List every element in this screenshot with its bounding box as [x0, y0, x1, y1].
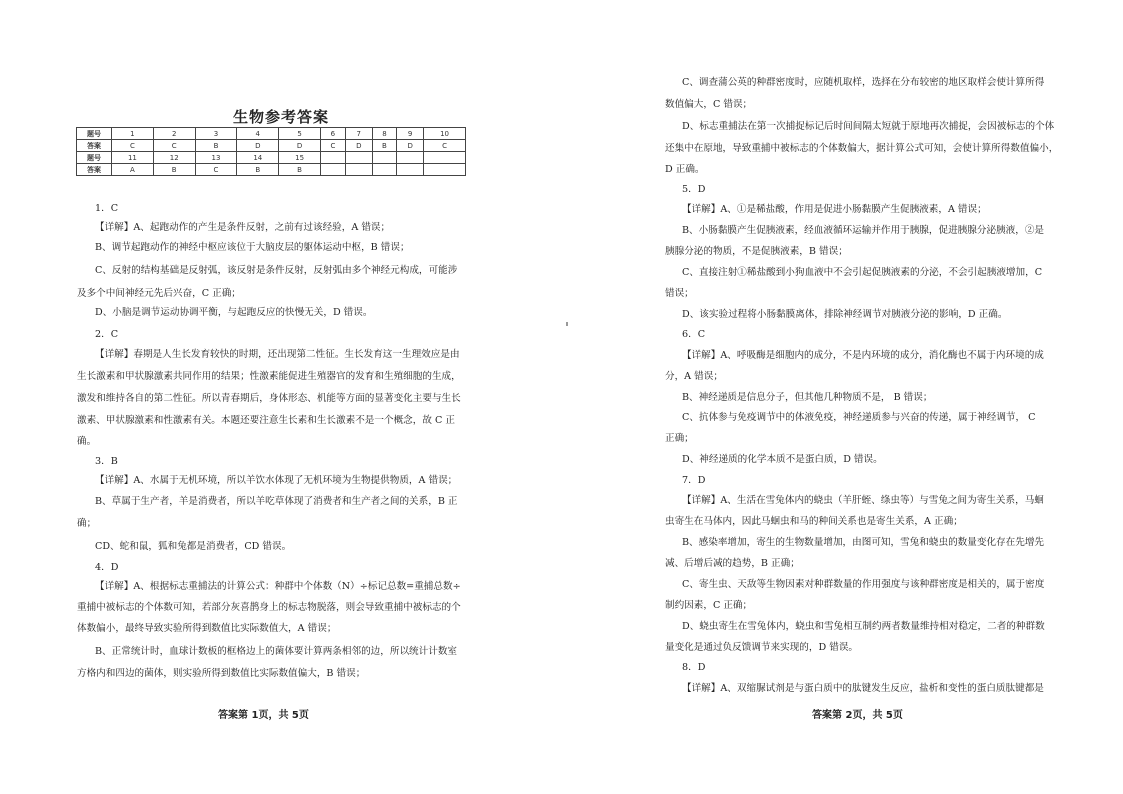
table-cell: B: [372, 140, 396, 152]
answer-line: B、感染率增加，寄生的生物数量增加，由图可知，雪兔和蛲虫的数量变化存在先增先: [682, 537, 1045, 548]
answer-line: D、标志重捕法在第一次捕捉标记后时间间隔太短就于原地再次捕捉，会因被标志的个体: [682, 121, 1055, 132]
answer-line: 【详解】春期是人生长发育较快的时期，还出现第二性征。生长发育这一生理效应是由: [95, 349, 460, 360]
answer-line: C、反射的结构基础是反射弧，该反射是条件反射，反射弧由多个神经元构成，可能涉: [95, 265, 458, 276]
answer-line: 方格内和四边的菌体，则实验所得到数值比实际数值偏大，B 错误；: [77, 668, 366, 679]
answer-line: 【详解】A、水属于无机环境，所以羊饮水体现了无机环境为生物提供物质，A 错误；: [95, 475, 458, 486]
answer-line: 体数偏小，最终导致实验所得到数值比实际数值大，A 错误；: [77, 623, 337, 634]
table-row: [77, 164, 466, 176]
answer-line: 重捕中被标志的个体数可知，若部分灰喜鹊身上的标志物脱落，则会导致重捕中被标志的个: [77, 602, 461, 613]
table-cell: 11: [112, 152, 154, 164]
table-cell: [424, 152, 466, 164]
answer-line: B、神经递质是信息分子，但其他几种物质不是， B 错误；: [682, 392, 933, 403]
answer-line: 6．C: [682, 329, 706, 340]
table-cell: D: [279, 140, 321, 152]
table-cell: [424, 164, 466, 176]
answer-line: 胰腺分泌的物质，不是促胰液素，B 错误；: [665, 246, 848, 257]
table-cell: 10: [424, 128, 466, 140]
table-cell: [345, 152, 372, 164]
table-cell: C: [112, 140, 154, 152]
table-cell: 6: [320, 128, 345, 140]
table-row: [77, 152, 466, 164]
table-cell: 14: [237, 152, 279, 164]
table-cell: 题号: [77, 152, 112, 164]
answer-line: 1．C: [95, 203, 119, 214]
table-cell: D: [397, 140, 424, 152]
table-row: [77, 128, 466, 140]
page-footer: 答案第 2页，共 5页: [812, 710, 903, 721]
answer-line: C、调查蒲公英的种群密度时，应随机取样，选择在分布较密的地区取样会使计算所得: [682, 77, 1045, 88]
table-cell: 3: [195, 128, 237, 140]
answer-line: 制约因素，C 正确；: [665, 600, 753, 611]
table-cell: A: [112, 164, 154, 176]
table-cell: 12: [153, 152, 195, 164]
answer-line: B、调节起跑动作的神经中枢应该位于大脑皮层的躯体运动中枢，B 错误；: [95, 242, 410, 253]
answer-line: D、神经递质的化学本质不是蛋白质，D 错误。: [682, 454, 883, 465]
answer-line: C、直接注射①稀盐酸到小狗血液中不会引起促胰液素的分泌，不会引起胰液增加，C: [682, 267, 1043, 278]
table-cell: 7: [345, 128, 372, 140]
table-cell: B: [237, 164, 279, 176]
answer-line: 及多个中间神经元先后兴奋，C 正确；: [77, 288, 241, 299]
table-cell: [397, 164, 424, 176]
table-cell: 2: [153, 128, 195, 140]
table-cell: B: [279, 164, 321, 176]
table-cell: [372, 152, 396, 164]
table-cell: [320, 152, 345, 164]
answer-line: 确。: [77, 436, 97, 447]
table-cell: 答案: [77, 164, 112, 176]
table-cell: 答案: [77, 140, 112, 152]
answer-line: 【详解】A、呼吸酶是细胞内的成分，不是内环境的成分，消化酶也不属于内环境的成: [682, 350, 1044, 361]
answer-line: B、草属于生产者，羊是消费者，所以羊吃草体现了消费者和生产者之间的关系，B 正: [95, 496, 458, 507]
answer-line: 7．D: [682, 475, 706, 486]
table-cell: 9: [397, 128, 424, 140]
answer-line: 3．B: [95, 456, 118, 467]
table-cell: D: [345, 140, 372, 152]
answer-line: 还集中在原地，导致重捕中被标志的个体数偏大，据计算公式可知，会使计算所得数值偏小，: [665, 143, 1059, 154]
answer-line: B、正常统计时，血球计数板的框格边上的菌体要计算两条相邻的边，所以统计计数室: [95, 646, 458, 657]
table-cell: [397, 152, 424, 164]
answer-line: B、小肠黏膜产生促胰液素，经血液循环运输并作用于胰腺，促进胰腺分泌胰液，②是: [682, 225, 1045, 236]
table-cell: [345, 164, 372, 176]
right-page: [562, 0, 1123, 794]
answer-line: 【详解】A、生活在雪兔体内的蛲虫（羊肝蛭、绦虫等）与雪兔之间为寄生关系，马蛔: [682, 495, 1044, 506]
table-cell: 13: [195, 152, 237, 164]
answer-line: 量变化是通过负反馈调节来实现的，D 错误。: [665, 642, 859, 653]
answer-line: D、蛲虫寄生在雪兔体内，蛲虫和雪兔相互制约两者数量维持相对稳定，二者的种群数: [682, 621, 1045, 632]
answer-line: C、抗体参与免疫调节中的体液免疫，神经递质参与兴奋的传递，属于神经调节， C: [682, 412, 1036, 423]
answer-line: D、该实验过程将小肠黏膜离体，排除神经调节对胰液分泌的影响，D 正确。: [682, 309, 1008, 320]
page-footer: 答案第 1页，共 5页: [218, 710, 309, 721]
answer-line: 正确；: [665, 433, 694, 444]
table-cell: 8: [372, 128, 396, 140]
table-cell: 4: [237, 128, 279, 140]
answer-line: 激素、甲状腺激素和性激素有关。本题还要注意生长素和生长激素不是一个概念，故 C 正: [77, 415, 456, 426]
answer-line: 虫寄生在马体内，因此马蛔虫和马的种间关系也是寄生关系，A 正确；: [665, 516, 963, 527]
answer-table: [76, 127, 466, 176]
answer-line: C、寄生虫、天敌等生物因素对种群数量的作用强度与该种群密度是相关的，属于密度: [682, 579, 1045, 590]
table-cell: 15: [279, 152, 321, 164]
answer-line: 【详解】A、双缩脲试剂是与蛋白质中的肽键发生反应，盐析和变性的蛋白质肽键都是: [682, 683, 1044, 694]
table-cell: 5: [279, 128, 321, 140]
table-cell: 1: [112, 128, 154, 140]
table-cell: C: [320, 140, 345, 152]
page-title: 生物参考答案: [232, 108, 329, 126]
table-cell: [372, 164, 396, 176]
answer-line: 【详解】A、根据标志重捕法的计算公式：种群中个体数（N）÷标记总数=重捕总数÷: [95, 581, 461, 592]
answer-line: 【详解】A、①是稀盐酸，作用是促进小肠黏膜产生促胰液素，A 错误；: [682, 204, 987, 215]
answer-line: 5．D: [682, 184, 706, 195]
table-cell: C: [424, 140, 466, 152]
table-cell: B: [153, 164, 195, 176]
answer-line: 减、后增后减的趋势，B 正确；: [665, 558, 800, 569]
answer-line: 生长激素和甲状腺激素共同作用的结果；性激素能促进生殖器官的发育和生殖细胞的生成，: [77, 371, 461, 382]
answer-line: 确；: [77, 518, 97, 529]
table-cell: C: [195, 164, 237, 176]
answer-line: 分，A 错误；: [665, 371, 723, 382]
table-row: [77, 140, 466, 152]
answer-line: D 正确。: [665, 164, 705, 175]
answer-line: 2．C: [95, 329, 119, 340]
table-cell: C: [153, 140, 195, 152]
answer-line: 8．D: [682, 662, 706, 673]
answer-line: 激发和维持各自的第二性征。所以青春期后，身体形态、机能等方面的显著变化主要与生长: [77, 393, 461, 404]
table-cell: [320, 164, 345, 176]
answer-line: 【详解】A、起跑动作的产生是条件反射，之前有过该经验，A 错误；: [95, 222, 391, 233]
table-cell: B: [195, 140, 237, 152]
answer-line: 数值偏大，C 错误；: [665, 99, 753, 110]
table-cell: 题号: [77, 128, 112, 140]
answer-line: 错误；: [665, 288, 694, 299]
table-cell: D: [237, 140, 279, 152]
answer-line: D、小脑是调节运动协调平衡，与起跑反应的快慢无关，D 错误。: [95, 307, 373, 318]
answer-line: CD、蛇和鼠，狐和兔都是消费者，CD 错误。: [95, 541, 292, 552]
answer-line: 4．D: [95, 562, 119, 573]
